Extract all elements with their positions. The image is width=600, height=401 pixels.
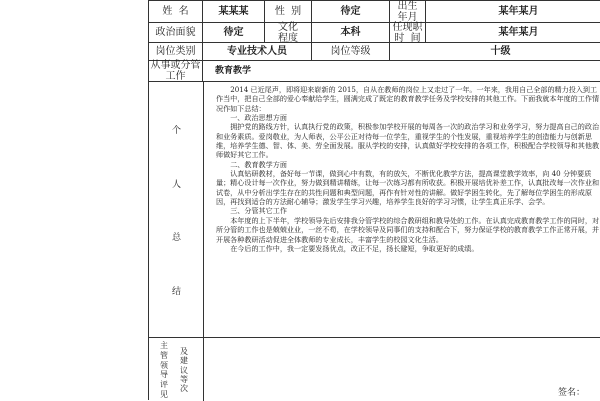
review-label-char: 评 — [160, 380, 168, 390]
post-time-label: 任现职 时 间 — [390, 23, 426, 43]
summary-heading: 三、分管其它工作 — [230, 206, 287, 216]
birth-label: 出生 年月 — [390, 1, 426, 23]
political-label: 政治面貌 — [149, 23, 203, 43]
review-label-char: 等 — [180, 374, 188, 384]
name-label: 姓 名 — [149, 1, 203, 23]
post-time-value: 某年某月 — [426, 23, 600, 43]
education-label: 文化 程度 — [265, 23, 312, 43]
review-label-char: 主 — [160, 341, 168, 350]
summary-heading: 一、政治思想方面 — [230, 113, 287, 123]
review-label-col1 — [157, 341, 171, 399]
summary-label-char: 人 — [171, 179, 181, 190]
review-label-char: 导 — [160, 370, 168, 380]
birth-value: 某年某月 — [426, 1, 600, 23]
education-value: 本科 — [312, 23, 390, 43]
post-type-label: 岗位类别 — [149, 43, 203, 61]
summary-text — [204, 82, 600, 338]
work-label: 从事或分管 工作 — [149, 61, 203, 82]
summary-heading: 二、教育教学方面 — [230, 159, 287, 169]
summary-paragraph: 认真钻研教材，备好每一节课，做到心中有数，有的放矢，不断优化教学方法，提高课堂教学效率，向 40 分钟要质量；精心设计每一次作业，努力做到精讲精练，让每一次练习都有所收获。积极开展培优补差工作，认真批改每一次作业和试卷，从中分析出学生存在的共性问题和典型问题，再作有针对性的讲解。做好学困生转化，先了解每位学困生的形成原因，再找到适合的方法耐心辅导；激发学生学习兴趣，培养学生良好的学习习惯，让学生真正乐学、会学。 — [216, 169, 600, 207]
political-value: 待定 — [203, 23, 265, 43]
review-label-char: 及 — [180, 347, 188, 356]
summary-label-char: 总 — [171, 233, 181, 244]
summary-paragraph: 本年度的上下半年，学校领导先后安排我分管学校的综合教研组和教导处的工作。在认真完成教育教学工作的同时，对所分管的工作也是兢兢业业，一丝不苟，在学校领导及同事们的支持和配合下，努力保证学校的教育教学工作正常开展，并开展各种教研活动促进全体教师的专业成长，丰富学生的校园文化生活。 — [216, 215, 600, 244]
review-label-char: 议 — [180, 365, 188, 375]
work-value: 教育教学 — [203, 61, 600, 82]
name-value: 某某某 — [203, 1, 265, 23]
appraisal-form — [148, 0, 600, 400]
summary-label — [149, 82, 204, 338]
review-label-char: 次 — [180, 384, 188, 393]
review-label-char: 见 — [160, 389, 168, 399]
review-label-char: 建 — [180, 356, 188, 366]
signature-label: 签名： — [557, 388, 585, 398]
gender-label: 性 别 — [265, 1, 312, 23]
review-label-col2 — [177, 347, 191, 393]
summary-paragraph: 拥护党的路线方针，认真执行党的政策，积极参加学校开展的每周各一次的政治学习和业务学习，努力提高自己的政治和业务素质。爱岗敬业，为人师表，公平公正对待每一位学生，重视学生的个性发展，重视培养学生的创造能力与创新思维，培养学生德、智、体、美、劳全面发展。服从学校的安排，认真做好学校安排的各项工作，积极配合学校领导和其他教师做好其它工作。 — [216, 122, 600, 160]
summary-paragraph: 在今后的工作中，我一定要发扬优点，改正不足，扬长避短，争取更好的成绩。 — [230, 243, 479, 253]
review-label-char: 领 — [160, 360, 168, 370]
post-level-label: 岗位等级 — [312, 43, 390, 61]
summary-label-char: 结 — [171, 287, 181, 298]
review-label-char: 管 — [160, 350, 168, 360]
summary-paragraph: 2014 已近尾声，即将迎来崭新的 2015，自从在教师的岗位上又走过了一年。一年来，我用自己全部的精力投入到工作当中，把自己全部的爱心奉献给学生，圆满完成了既定的教育教学任务及学校安排的其他工作。下面我就本年度的工作情况作如下总结： — [216, 85, 600, 113]
summary-label-char: 个 — [171, 125, 181, 136]
post-type-value: 专业技术人员 — [203, 43, 312, 61]
post-level-value: 十级 — [390, 43, 600, 61]
gender-value: 待定 — [312, 1, 390, 23]
